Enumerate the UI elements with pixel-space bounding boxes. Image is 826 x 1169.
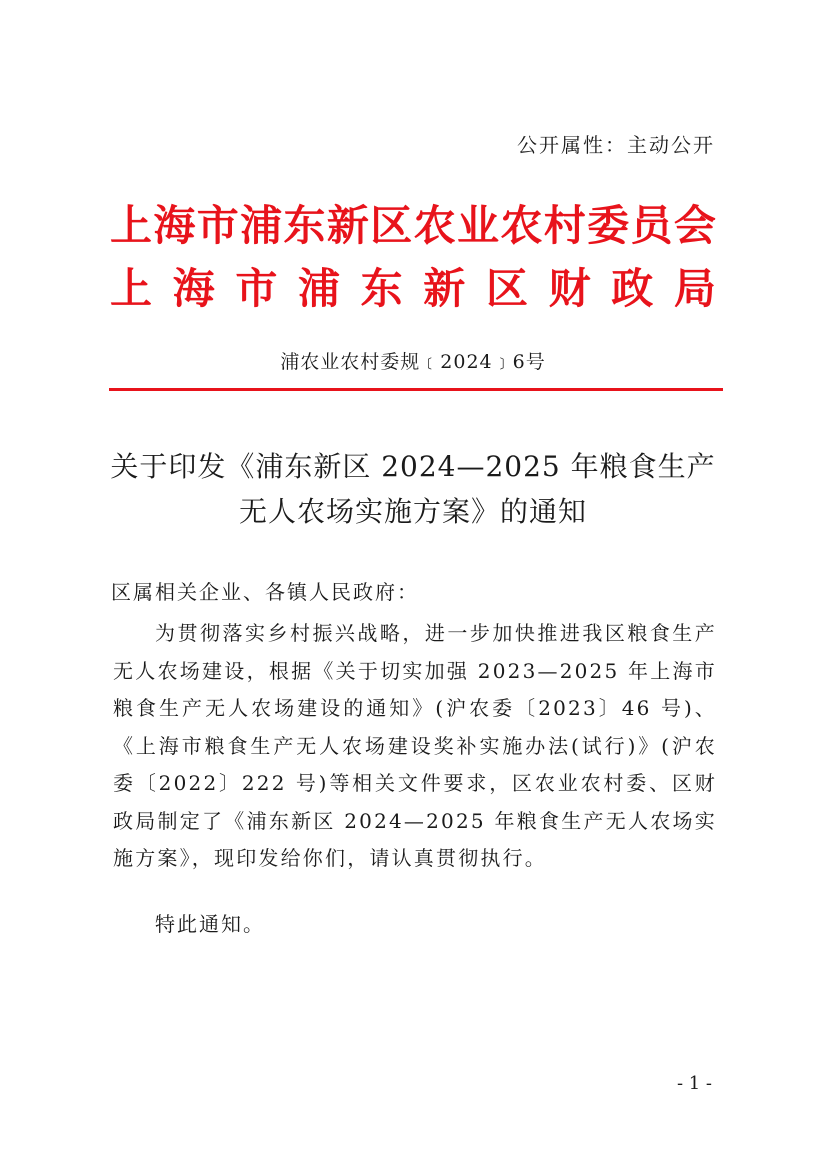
issuer-char: 上	[110, 201, 153, 250]
issuer-char: 区	[370, 201, 413, 250]
issuer-char: 海	[153, 201, 196, 250]
issuer-char: 业	[457, 201, 500, 250]
issuer-char: 农	[413, 201, 456, 250]
salutation: 区属相关企业、各镇人民政府：	[111, 580, 419, 604]
issuer-agriculture-committee	[110, 201, 716, 250]
issuer-char: 海	[172, 264, 215, 313]
issuer-char: 员	[630, 201, 673, 250]
body-paragraph: 为贯彻落实乡村振兴战略，进一步加快推进我区粮食生产无人农场建设，根据《关于切实加强 2023—2025 年上海市粮食生产无人农场建设的通知》(沪农委〔2023〕46 号)、《上海市粮食生产无人农场建设奖补实施办法(试行)》(沪农委〔2022〕222 号)等相关文件要求，区农业农村委、区财政局制定了《浦东新区 2024—2025 年粮食生产无人农场实施方案》，现印发给你们，请认真贯彻执行。	[113, 621, 717, 870]
issuer-char: 浦	[240, 201, 283, 250]
issuer-char: 新	[423, 264, 466, 313]
closing-remark: 特此通知。	[155, 912, 265, 936]
issuer-char: 浦	[297, 264, 340, 313]
document-number: 浦农业农村委规﹝2024﹞6号	[280, 351, 546, 373]
issuer-char: 市	[235, 264, 278, 313]
issuer-char: 新	[326, 201, 369, 250]
page-number: - 1 -	[676, 1073, 712, 1094]
red-divider-line	[109, 388, 723, 391]
issuer-char: 农	[500, 201, 543, 250]
issuer-char: 村	[543, 201, 586, 250]
issuer-char: 东	[283, 201, 326, 250]
issuer-char: 东	[360, 264, 403, 313]
issuer-char: 财	[548, 264, 591, 313]
issuer-finance-bureau	[110, 264, 716, 313]
issuer-char: 政	[611, 264, 654, 313]
issuer-char: 会	[673, 201, 716, 250]
document-title-line-2: 无人农场实施方案》的通知	[238, 495, 587, 528]
issuer-char: 上	[110, 264, 153, 313]
issuer-char: 市	[196, 201, 239, 250]
issuer-char: 局	[673, 264, 716, 313]
disclosure-attribute: 公开属性：主动公开	[517, 133, 715, 157]
issuer-char: 区	[485, 264, 528, 313]
issuer-char: 委	[587, 201, 630, 250]
document-title-line-1: 关于印发《浦东新区 2024—2025 年粮食生产	[110, 450, 716, 483]
